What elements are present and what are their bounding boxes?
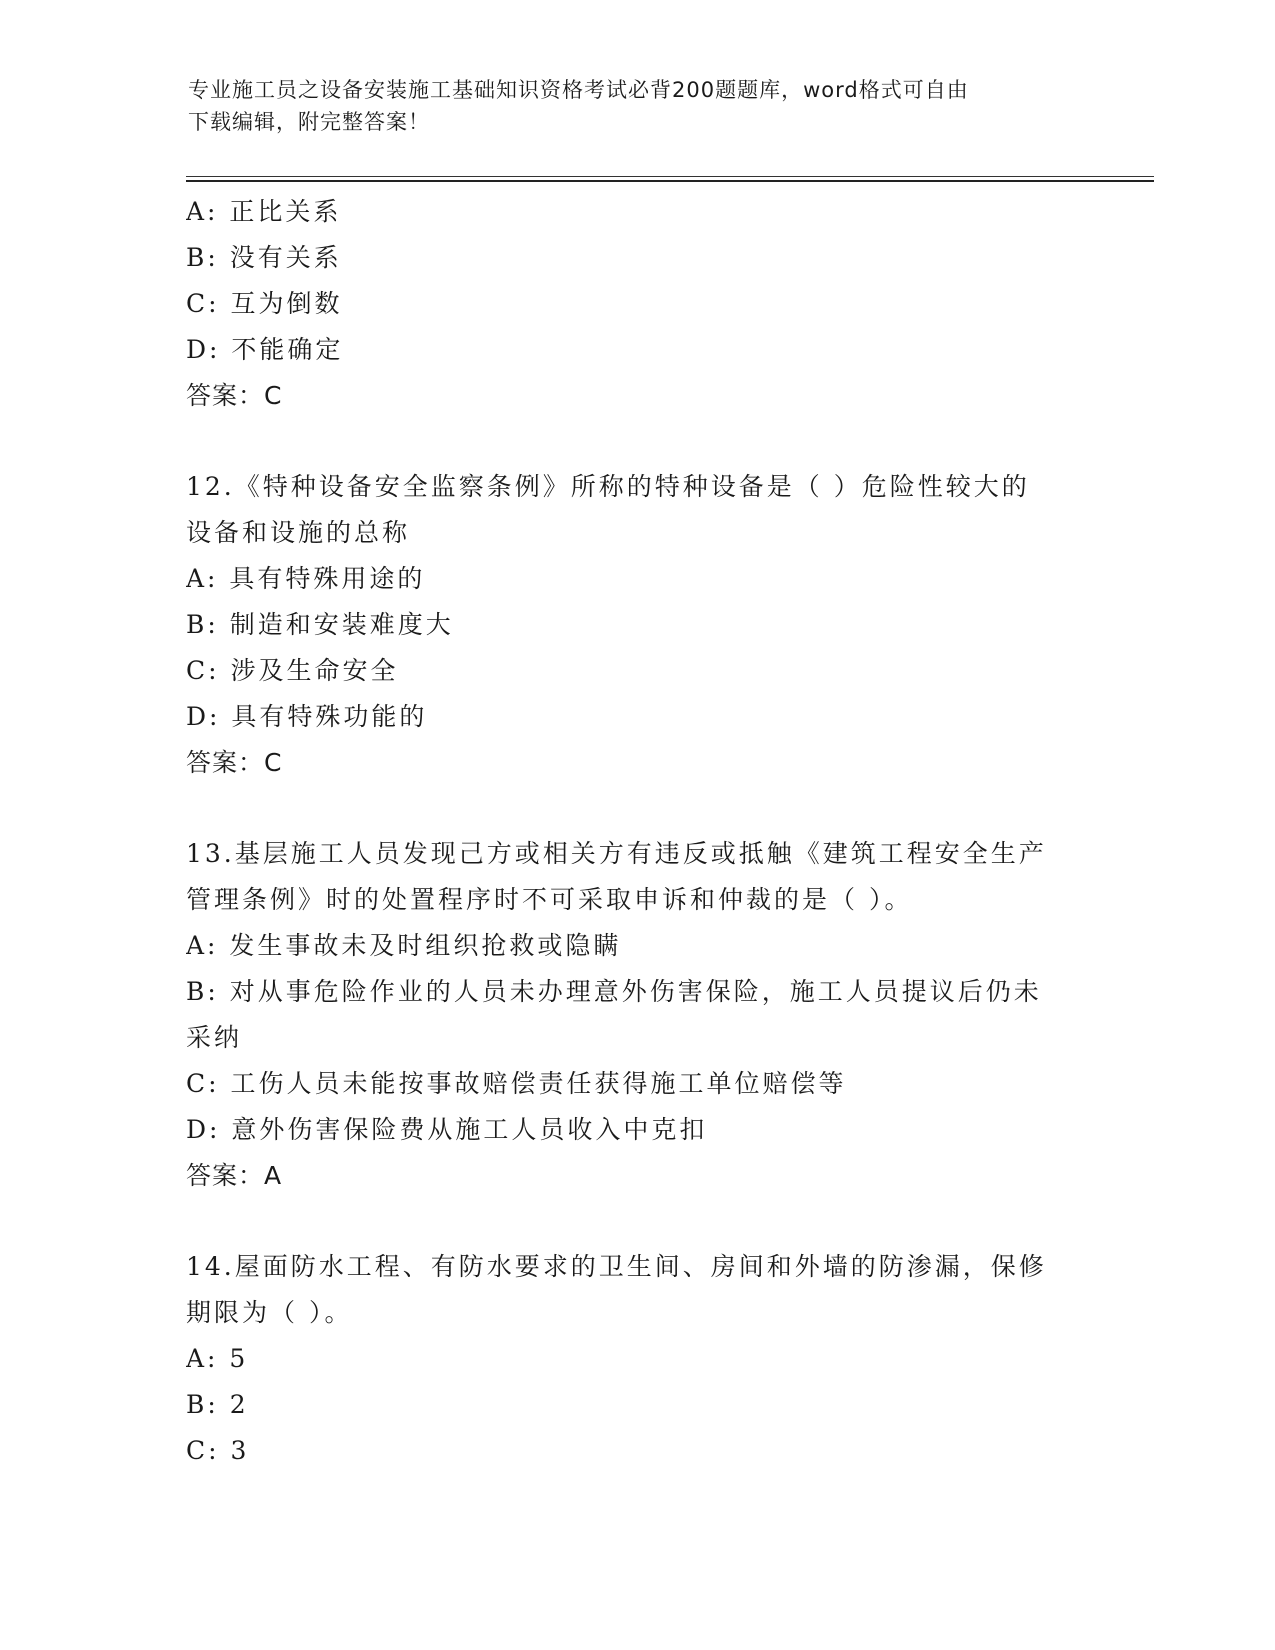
option-a: A: 5 <box>186 1344 249 1373</box>
option-b: B: 制造和安装难度大 <box>186 610 454 639</box>
question-stem: 管理条例》时的处置程序时不可采取申诉和仲裁的是（ ）。 <box>186 885 913 914</box>
option-b: B: 没有关系 <box>186 243 342 272</box>
header-line-2: 下载编辑，附完整答案！ <box>188 110 430 134</box>
option-b: B: 2 <box>186 1390 249 1419</box>
spacer <box>186 786 1086 831</box>
header-rule-thin <box>186 176 1154 177</box>
option-c: C: 工伤人员未能按事故赔偿责任获得施工单位赔偿等 <box>186 1069 847 1098</box>
question-13 <box>186 831 1086 1199</box>
spacer <box>186 419 1086 464</box>
option-a: A: 发生事故未及时组织抢救或隐瞒 <box>186 931 622 960</box>
option-d: D: 意外伤害保险费从施工人员收入中克扣 <box>186 1115 708 1144</box>
question-14 <box>186 1244 1086 1474</box>
option-b: B: 对从事危险作业的人员未办理意外伤害保险，施工人员提议后仍未 <box>186 977 1042 1006</box>
answer: 答案：C <box>186 748 283 777</box>
spacer <box>186 1199 1086 1244</box>
option-c: C: 3 <box>186 1436 250 1465</box>
option-a: A: 正比关系 <box>186 197 342 226</box>
question-stem: 12.《特种设备安全监察条例》所称的特种设备是（ ）危险性较大的 <box>186 472 1030 501</box>
question-11-options <box>186 189 1086 419</box>
option-d: D: 具有特殊功能的 <box>186 702 428 731</box>
option-b-continued: 采纳 <box>186 1023 243 1052</box>
question-stem: 13.基层施工人员发现己方或相关方有违反或抵触《建筑工程安全生产 <box>186 839 1047 868</box>
question-list <box>186 189 1086 1474</box>
question-stem: 设备和设施的总称 <box>186 518 411 547</box>
answer: 答案：A <box>186 1161 283 1190</box>
option-c: C: 涉及生命安全 <box>186 656 399 685</box>
question-stem: 期限为（ ）。 <box>186 1298 353 1327</box>
option-d: D: 不能确定 <box>186 335 344 364</box>
header-rule-thick <box>186 180 1154 182</box>
header-line-1: 专业施工员之设备安装施工基础知识资格考试必背200题题库，word格式可自由 <box>188 78 969 102</box>
answer: 答案：C <box>186 381 283 410</box>
document-header <box>188 74 1088 138</box>
option-c: C: 互为倒数 <box>186 289 343 318</box>
option-a: A: 具有特殊用途的 <box>186 564 426 593</box>
question-12 <box>186 464 1086 786</box>
question-stem: 14.屋面防水工程、有防水要求的卫生间、房间和外墙的防渗漏，保修 <box>186 1252 1047 1281</box>
